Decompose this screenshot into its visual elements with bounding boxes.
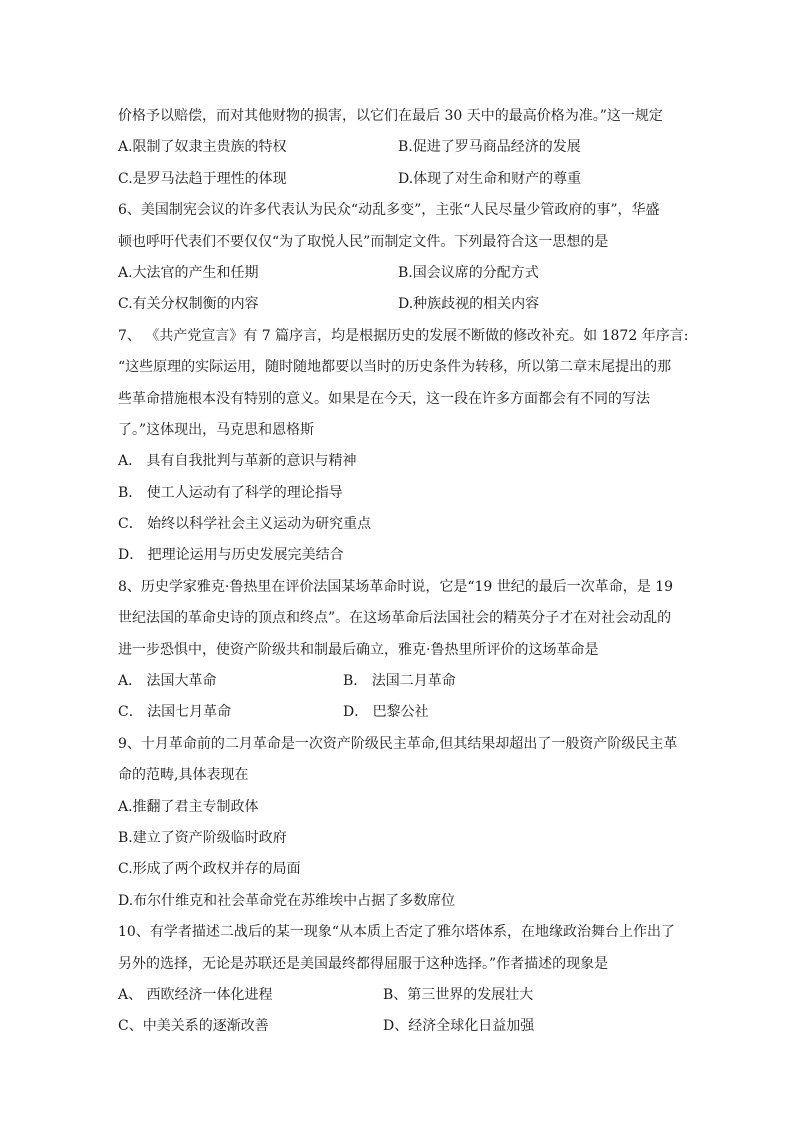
- q9-stem-line-1: 9、十月革命前的二月革命是一次资产阶级民主革命,但其结果却超出了一般资产阶级民主革: [118, 735, 678, 752]
- q9-option-a[interactable]: A.推翻了君主专制政体: [118, 798, 259, 815]
- q7-option-c[interactable]: C． 始终以科学社会主义运动为研究重点: [118, 516, 372, 533]
- q10-option-a[interactable]: A、 西欧经济一体化进程: [118, 986, 273, 1003]
- q8-option-b[interactable]: B． 法国二月革命: [343, 673, 456, 690]
- q10-option-d[interactable]: D、经济全球化日益加强: [383, 1018, 535, 1035]
- q6-option-d[interactable]: D.种族歧视的相关内容: [398, 296, 540, 313]
- q8-stem-line-2: 世纪法国的革命史诗的顶点和终点”。在这场革命后法国社会的精英分子才在对社会动乱的: [118, 610, 672, 627]
- q8-options-row-2: [118, 697, 678, 728]
- q6-options-row-1: [118, 258, 678, 289]
- q7-stem-line-4: 了。”这体现出，马克思和恩格斯: [118, 421, 315, 438]
- q5-option-d[interactable]: D.体现了对生命和财产的尊重: [398, 170, 582, 187]
- q10-options-row-1: [118, 980, 678, 1011]
- q5-option-b[interactable]: B.促进了罗马商品经济的发展: [398, 139, 581, 156]
- q7-option-b[interactable]: B． 使工人运动有了科学的理论指导: [118, 484, 343, 501]
- q8-options-row-1: [118, 666, 678, 697]
- q8-stem-line-1: 8、历史学家雅克·鲁热里在评价法国某场革命时说，它是“19 世纪的最后一次革命，是 19: [118, 578, 674, 595]
- q6-option-b[interactable]: B.国会议席的分配方式: [398, 264, 539, 281]
- q5-options-row-2: [118, 164, 678, 195]
- q10-option-c[interactable]: C、中美关系的逐渐改善: [118, 1018, 269, 1035]
- q9-option-c[interactable]: C.形成了两个政权并存的局面: [118, 861, 301, 878]
- q10-option-b[interactable]: B、第三世界的发展壮大: [383, 986, 534, 1003]
- q6-options-row-2: [118, 289, 678, 320]
- q7-option-d[interactable]: D． 把理论运用与历史发展完美结合: [118, 547, 344, 564]
- q9-option-d[interactable]: D.布尔什维克和社会革命党在苏维埃中占据了多数席位: [118, 892, 456, 909]
- q9-option-b[interactable]: B.建立了资产阶级临时政府: [118, 829, 287, 846]
- q8-option-c[interactable]: C． 法国七月革命: [118, 704, 232, 721]
- q5-option-a[interactable]: A.限制了奴隶主贵族的特权: [118, 139, 287, 156]
- q10-stem-line-1: 10、有学者描述二战后的某一现象“从本质上否定了雅尔塔体系，在地缘政治舞台上作出了: [118, 924, 675, 941]
- q7-stem-line-2: “这些原理的实际运用，随时随地都要以当时的历史条件为转移，所以第二章末尾提出的那: [118, 359, 672, 376]
- q7-option-a[interactable]: A． 具有自我批判与革新的意识与精神: [118, 453, 357, 470]
- q7-stem-line-1: 7、 《共产党宣言》有 7 篇序言，均是根据历史的发展不断做的修改补充。如 1872 年序言:: [118, 327, 689, 344]
- q6-option-a[interactable]: A.大法官的产生和任期: [118, 264, 259, 281]
- question-content: [118, 101, 689, 1043]
- q8-option-a[interactable]: A． 法国大革命: [118, 673, 217, 690]
- q6-stem-line-1: 6、美国制宪会议的许多代表认为民众“动乱多变”，主张“人民尽量少管政府的事”，华盛: [118, 202, 660, 219]
- q10-stem-line-2: 另外的选择，无论是苏联还是美国最终都得屈服于这种选择。”作者描述的现象是: [118, 955, 609, 972]
- q5-stem-tail: 价格予以赔偿，而对其他财物的损害，以它们在最后 30 天中的最高价格为准。”这一规定: [118, 108, 663, 124]
- q7-stem-line-3: 些革命措施根本没有特别的意义。如果是在今天，这一段在许多方面都会有不同的写法: [118, 390, 650, 407]
- q8-stem-line-3: 进一步恐惧中，使资产阶级共和制最后确立，雅克·鲁热里所评价的这场革命是: [118, 641, 599, 658]
- q6-stem-line-2: 顿也呼吁代表们不要仅仅“为了取悦人民”而制定文件。下列最符合这一思想的是: [118, 233, 609, 250]
- q5-option-c[interactable]: C.是罗马法趋于理性的体现: [118, 170, 287, 187]
- q8-option-d[interactable]: D． 巴黎公社: [343, 704, 429, 721]
- q6-option-c[interactable]: C.有关分权制衡的内容: [118, 296, 259, 313]
- q10-options-row-2: [118, 1011, 678, 1042]
- q5-options-row-1: [118, 132, 678, 163]
- q9-stem-line-2: 命的范畴,具体表现在: [118, 767, 249, 784]
